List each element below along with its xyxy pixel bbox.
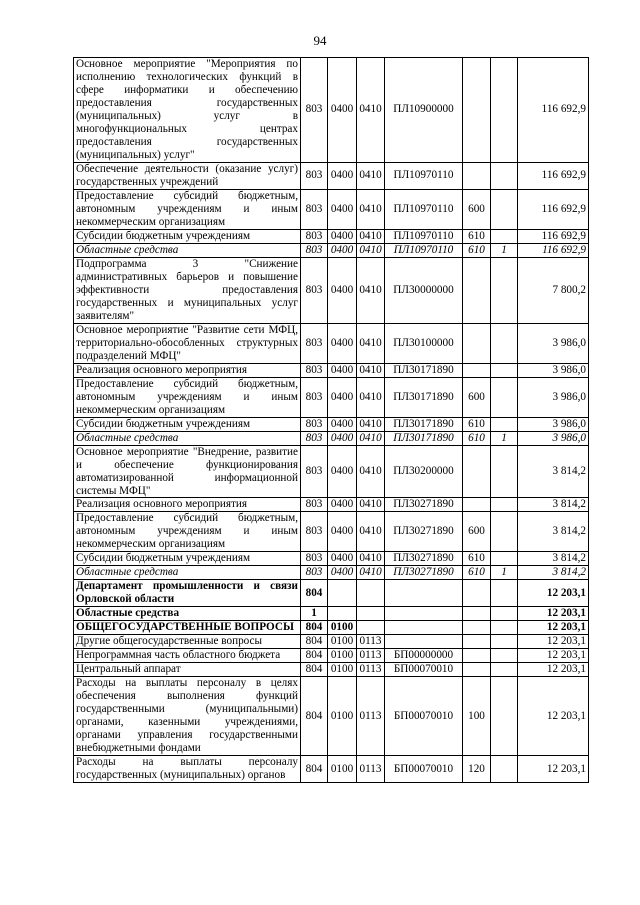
item-name-cell: Субсидии бюджетным учреждениям [74, 552, 301, 566]
budget-table [73, 57, 589, 783]
table-row [74, 607, 589, 621]
section-code-cell: 0400 [328, 229, 357, 243]
amount-cell: 3 814,2 [518, 566, 589, 580]
subsection-code-cell: 0410 [357, 377, 385, 417]
amount-cell: 12 203,1 [518, 663, 589, 677]
target-article-cell: ПЛ10900000 [385, 58, 463, 163]
table-row [74, 229, 589, 243]
section-code-cell: 0400 [328, 552, 357, 566]
section-code-cell: 0100 [328, 756, 357, 783]
section-code-cell [328, 607, 357, 621]
amount-cell: 12 203,1 [518, 607, 589, 621]
department-code-cell: 803 [301, 377, 328, 417]
funding-source-cell [491, 649, 518, 663]
target-article-cell: ПЛ30171890 [385, 431, 463, 445]
item-name-cell: Областные средства [74, 607, 301, 621]
table-row [74, 756, 589, 783]
subsection-code-cell: 0410 [357, 58, 385, 163]
amount-cell: 12 203,1 [518, 649, 589, 663]
target-article-cell: ПЛ30271890 [385, 512, 463, 552]
subsection-code-cell: 0410 [357, 189, 385, 229]
section-code-cell: 0100 [328, 677, 357, 756]
item-name-cell: Основное мероприятие "Развитие сети МФЦ, территориально-обособленных структурных подразделений МФЦ" [74, 323, 301, 363]
amount-cell: 116 692,9 [518, 229, 589, 243]
amount-cell: 7 800,2 [518, 257, 589, 323]
subsection-code-cell: 0410 [357, 363, 385, 377]
section-code-cell: 0400 [328, 189, 357, 229]
department-code-cell: 803 [301, 229, 328, 243]
section-code-cell: 0400 [328, 512, 357, 552]
table-body [74, 58, 589, 783]
table-row [74, 512, 589, 552]
amount-cell: 12 203,1 [518, 580, 589, 607]
subsection-code-cell: 0410 [357, 229, 385, 243]
item-name-cell: Субсидии бюджетным учреждениям [74, 417, 301, 431]
table-row [74, 552, 589, 566]
item-name-cell: Департамент промышленности и связи Орловской области [74, 580, 301, 607]
table-row [74, 445, 589, 498]
subsection-code-cell: 0410 [357, 162, 385, 189]
table-row [74, 498, 589, 512]
table-row [74, 417, 589, 431]
section-code-cell: 0400 [328, 566, 357, 580]
expense-type-cell [463, 607, 491, 621]
expense-type-cell: 610 [463, 566, 491, 580]
amount-cell: 12 203,1 [518, 635, 589, 649]
expense-type-cell: 610 [463, 243, 491, 257]
expense-type-cell: 610 [463, 552, 491, 566]
expense-type-cell: 600 [463, 512, 491, 552]
department-code-cell: 804 [301, 756, 328, 783]
expense-type-cell [463, 649, 491, 663]
amount-cell: 116 692,9 [518, 162, 589, 189]
subsection-code-cell: 0113 [357, 635, 385, 649]
item-name-cell: Предоставление субсидий бюджетным, автономным учреждениям и иным некоммерческим организациям [74, 512, 301, 552]
target-article-cell: ПЛ10970110 [385, 162, 463, 189]
table-row [74, 649, 589, 663]
target-article-cell: ПЛ30200000 [385, 445, 463, 498]
amount-cell: 3 814,2 [518, 445, 589, 498]
subsection-code-cell: 0113 [357, 756, 385, 783]
funding-source-cell [491, 257, 518, 323]
funding-source-cell [491, 677, 518, 756]
amount-cell: 3 986,0 [518, 417, 589, 431]
section-code-cell: 0400 [328, 323, 357, 363]
table-row [74, 58, 589, 163]
funding-source-cell [491, 512, 518, 552]
amount-cell: 3 814,2 [518, 552, 589, 566]
item-name-cell: Областные средства [74, 431, 301, 445]
amount-cell: 3 814,2 [518, 512, 589, 552]
section-code-cell: 0400 [328, 58, 357, 163]
subsection-code-cell: 0410 [357, 445, 385, 498]
subsection-code-cell: 0410 [357, 417, 385, 431]
item-name-cell: Расходы на выплаты персоналу в целях обеспечения выполнения функций государственными (муниципальными) органами, казенными учреждениями, органами управления государственными внебюджетными фондами [74, 677, 301, 756]
target-article-cell [385, 635, 463, 649]
expense-type-cell [463, 498, 491, 512]
expense-type-cell [463, 621, 491, 635]
expense-type-cell [463, 257, 491, 323]
target-article-cell: ПЛ10970110 [385, 189, 463, 229]
item-name-cell: Субсидии бюджетным учреждениям [74, 229, 301, 243]
table-row [74, 189, 589, 229]
amount-cell: 3 986,0 [518, 377, 589, 417]
funding-source-cell [491, 635, 518, 649]
target-article-cell: ПЛ30271890 [385, 552, 463, 566]
expense-type-cell [463, 162, 491, 189]
item-name-cell: Расходы на выплаты персоналу государственных (муниципальных) органов [74, 756, 301, 783]
subsection-code-cell: 0410 [357, 323, 385, 363]
subsection-code-cell: 0410 [357, 498, 385, 512]
funding-source-cell [491, 162, 518, 189]
expense-type-cell: 120 [463, 756, 491, 783]
funding-source-cell [491, 552, 518, 566]
amount-cell: 3 986,0 [518, 431, 589, 445]
table-row [74, 663, 589, 677]
department-code-cell: 803 [301, 552, 328, 566]
item-name-cell: Реализация основного мероприятия [74, 498, 301, 512]
amount-cell: 3 986,0 [518, 363, 589, 377]
table-row [74, 323, 589, 363]
department-code-cell: 804 [301, 677, 328, 756]
expense-type-cell [463, 363, 491, 377]
target-article-cell [385, 607, 463, 621]
amount-cell: 12 203,1 [518, 756, 589, 783]
department-code-cell: 803 [301, 363, 328, 377]
department-code-cell: 803 [301, 58, 328, 163]
subsection-code-cell [357, 580, 385, 607]
funding-source-cell [491, 445, 518, 498]
section-code-cell: 0400 [328, 243, 357, 257]
department-code-cell: 804 [301, 580, 328, 607]
item-name-cell: Непрограммная часть областного бюджета [74, 649, 301, 663]
funding-source-cell [491, 189, 518, 229]
page-number: 94 [313, 33, 327, 48]
section-code-cell: 0400 [328, 431, 357, 445]
item-name-cell: Другие общегосударственные вопросы [74, 635, 301, 649]
amount-cell: 3 814,2 [518, 498, 589, 512]
department-code-cell: 803 [301, 431, 328, 445]
section-code-cell: 0400 [328, 257, 357, 323]
target-article-cell: ПЛ30171890 [385, 417, 463, 431]
table-row [74, 635, 589, 649]
department-code-cell: 803 [301, 162, 328, 189]
subsection-code-cell [357, 607, 385, 621]
subsection-code-cell: 0410 [357, 512, 385, 552]
department-code-cell: 804 [301, 635, 328, 649]
target-article-cell: ПЛ30100000 [385, 323, 463, 363]
amount-cell: 116 692,9 [518, 189, 589, 229]
funding-source-cell [491, 417, 518, 431]
subsection-code-cell [357, 621, 385, 635]
expense-type-cell: 600 [463, 189, 491, 229]
expense-type-cell: 600 [463, 377, 491, 417]
expense-type-cell [463, 445, 491, 498]
table-row [74, 580, 589, 607]
section-code-cell: 0100 [328, 663, 357, 677]
item-name-cell: Реализация основного мероприятия [74, 363, 301, 377]
funding-source-cell: 1 [491, 566, 518, 580]
item-name-cell: Областные средства [74, 566, 301, 580]
target-article-cell: ПЛ30171890 [385, 363, 463, 377]
expense-type-cell [463, 58, 491, 163]
subsection-code-cell: 0410 [357, 257, 385, 323]
item-name-cell: ОБЩЕГОСУДАРСТВЕННЫЕ ВОПРОСЫ [74, 621, 301, 635]
table-row [74, 566, 589, 580]
funding-source-cell: 1 [491, 243, 518, 257]
section-code-cell: 0400 [328, 445, 357, 498]
expense-type-cell: 610 [463, 431, 491, 445]
table-row [74, 431, 589, 445]
department-code-cell: 803 [301, 417, 328, 431]
department-code-cell: 803 [301, 189, 328, 229]
target-article-cell: ПЛ10970110 [385, 243, 463, 257]
funding-source-cell [491, 377, 518, 417]
target-article-cell: БП00070010 [385, 677, 463, 756]
table-row [74, 377, 589, 417]
department-code-cell: 804 [301, 649, 328, 663]
section-code-cell: 0100 [328, 649, 357, 663]
amount-cell: 12 203,1 [518, 677, 589, 756]
department-code-cell: 803 [301, 566, 328, 580]
funding-source-cell [491, 580, 518, 607]
target-article-cell: ПЛ30000000 [385, 257, 463, 323]
amount-cell: 116 692,9 [518, 58, 589, 163]
expense-type-cell [463, 580, 491, 607]
subsection-code-cell: 0113 [357, 677, 385, 756]
target-article-cell: ПЛ30271890 [385, 498, 463, 512]
expense-type-cell: 610 [463, 229, 491, 243]
table-row [74, 162, 589, 189]
funding-source-cell [491, 663, 518, 677]
amount-cell: 116 692,9 [518, 243, 589, 257]
amount-cell: 3 986,0 [518, 323, 589, 363]
department-code-cell: 804 [301, 663, 328, 677]
section-code-cell: 0400 [328, 162, 357, 189]
section-code-cell: 0100 [328, 635, 357, 649]
department-code-cell: 1 [301, 607, 328, 621]
target-article-cell: ПЛ30171890 [385, 377, 463, 417]
item-name-cell: Подпрограмма 3 "Снижение административных барьеров и повышение эффективности предоставления государственных и муниципальных услуг заявителям" [74, 257, 301, 323]
department-code-cell: 804 [301, 621, 328, 635]
section-code-cell: 0400 [328, 498, 357, 512]
expense-type-cell: 610 [463, 417, 491, 431]
department-code-cell: 803 [301, 257, 328, 323]
item-name-cell: Основное мероприятие "Мероприятия по исполнению технологических функций в сфере информатики и обеспечению предоставления государственных (муниципальных) услуг в многофункциональных центрах предоставления государственных (муниципальных) услуг" [74, 58, 301, 163]
department-code-cell: 803 [301, 243, 328, 257]
section-code-cell: 0400 [328, 377, 357, 417]
department-code-cell: 803 [301, 323, 328, 363]
department-code-cell: 803 [301, 512, 328, 552]
section-code-cell [328, 580, 357, 607]
table-row [74, 677, 589, 756]
funding-source-cell [491, 363, 518, 377]
item-name-cell: Областные средства [74, 243, 301, 257]
item-name-cell: Обеспечение деятельности (оказание услуг) государственных учреждений [74, 162, 301, 189]
target-article-cell [385, 621, 463, 635]
funding-source-cell [491, 498, 518, 512]
subsection-code-cell: 0410 [357, 566, 385, 580]
section-code-cell: 0400 [328, 417, 357, 431]
funding-source-cell: 1 [491, 431, 518, 445]
target-article-cell: БП00070010 [385, 663, 463, 677]
funding-source-cell [491, 607, 518, 621]
funding-source-cell [491, 756, 518, 783]
section-code-cell: 0100 [328, 621, 357, 635]
item-name-cell: Предоставление субсидий бюджетным, автономным учреждениям и иным некоммерческим организациям [74, 377, 301, 417]
target-article-cell: БП00070010 [385, 756, 463, 783]
table-row [74, 621, 589, 635]
funding-source-cell [491, 58, 518, 163]
subsection-code-cell: 0113 [357, 663, 385, 677]
table-row [74, 243, 589, 257]
target-article-cell [385, 580, 463, 607]
funding-source-cell [491, 229, 518, 243]
expense-type-cell: 100 [463, 677, 491, 756]
funding-source-cell [491, 323, 518, 363]
table-row [74, 257, 589, 323]
item-name-cell: Центральный аппарат [74, 663, 301, 677]
item-name-cell: Основное мероприятие "Внедрение, развитие и обеспечение функционирования автоматизированной информационной системы МФЦ" [74, 445, 301, 498]
item-name-cell: Предоставление субсидий бюджетным, автономным учреждениям и иным некоммерческим организациям [74, 189, 301, 229]
subsection-code-cell: 0410 [357, 243, 385, 257]
expense-type-cell [463, 663, 491, 677]
expense-type-cell [463, 323, 491, 363]
department-code-cell: 803 [301, 445, 328, 498]
subsection-code-cell: 0410 [357, 431, 385, 445]
section-code-cell: 0400 [328, 363, 357, 377]
subsection-code-cell: 0410 [357, 552, 385, 566]
target-article-cell: ПЛ30271890 [385, 566, 463, 580]
amount-cell: 12 203,1 [518, 621, 589, 635]
expense-type-cell [463, 635, 491, 649]
target-article-cell: ПЛ10970110 [385, 229, 463, 243]
department-code-cell: 803 [301, 498, 328, 512]
subsection-code-cell: 0113 [357, 649, 385, 663]
target-article-cell: БП00000000 [385, 649, 463, 663]
table-row [74, 363, 589, 377]
funding-source-cell [491, 621, 518, 635]
